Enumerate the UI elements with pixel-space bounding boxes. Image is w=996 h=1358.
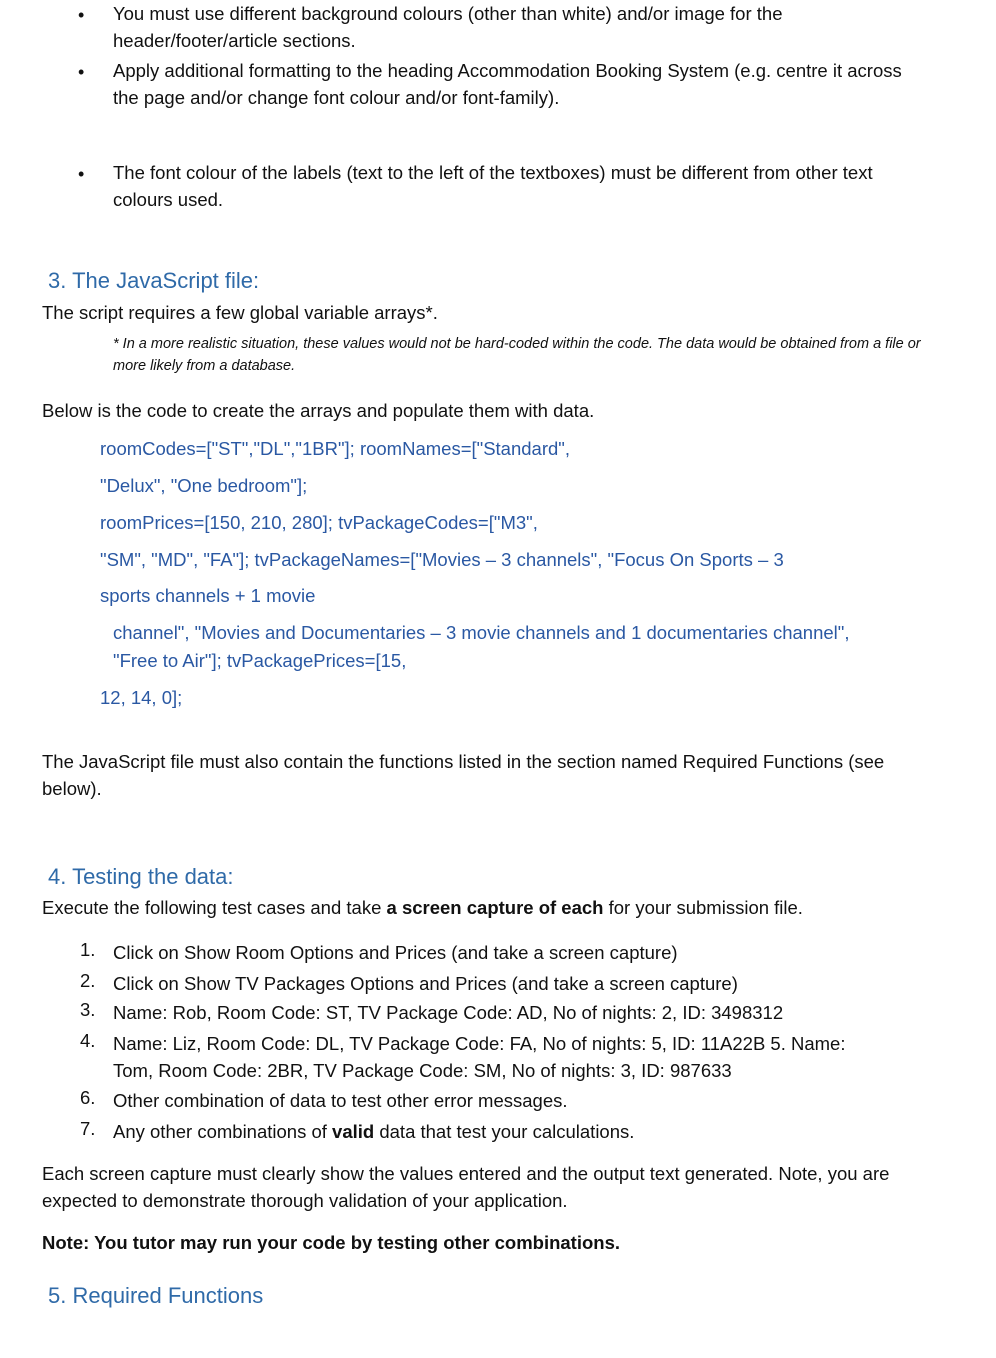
bullet-icon: • (78, 5, 85, 25)
code-line: channel", "Movies and Documentaries – 3 movie channels and 1 documentaries channel", (113, 622, 850, 643)
code-line: 12, 14, 0]; (100, 687, 183, 708)
bullet-text: You must use different background colours (other than white) and/or image for the header/footer/article sections. (113, 3, 783, 51)
list-item: Any other combinations of valid data that test your calculations. (113, 1121, 635, 1142)
section-intro: Execute the following test cases and take a screen capture of each for your submission file. (42, 897, 803, 918)
list-number: 3. (80, 999, 96, 1020)
list-number: 7. (80, 1118, 96, 1139)
list-number: 1. (80, 939, 96, 960)
code-line: sports channels + 1 movie (100, 585, 316, 606)
code-line: "Delux", "One bedroom"]; (100, 475, 308, 496)
paragraph: Each screen capture must clearly show the values entered and the output text generated. Note, you are expected to demonstrate thorough validation of your application. (42, 1163, 890, 1211)
section-heading: 4. Testing the data: (48, 864, 234, 889)
paragraph: The JavaScript file must also contain the functions listed in the section named Required Functions (see below). (42, 751, 885, 799)
bullet-text: The font colour of the labels (text to the left of the textboxes) must be different from other text colours used. (113, 162, 873, 210)
list-item: Name: Liz, Room Code: DL, TV Package Code: FA, No of nights: 5, ID: 11A22B 5. Name: Tom, Room Code: 2BR, TV Package Code: SM, No of nights: 3, ID: 987633 (113, 1033, 846, 1081)
section-intro: The script requires a few global variable arrays*. (42, 302, 438, 323)
bullet-icon: • (78, 164, 85, 184)
code-line: "Free to Air"]; tvPackagePrices=[15, (113, 650, 407, 671)
bold-text: a screen capture of each (386, 897, 604, 918)
tutor-note: Note: You tutor may run your code by testing other combinations. (42, 1232, 620, 1253)
section-heading: 3. The JavaScript file: (48, 268, 260, 293)
list-item: Name: Rob, Room Code: ST, TV Package Code: AD, No of nights: 2, ID: 3498312 (113, 1002, 784, 1023)
section-heading: 5. Required Functions (48, 1283, 264, 1308)
list-item: Click on Show TV Packages Options and Prices (and take a screen capture) (113, 973, 738, 994)
bold-text: valid (332, 1121, 375, 1142)
list-number: 2. (80, 970, 96, 991)
bullet-text: Apply additional formatting to the heading Accommodation Booking System (e.g. centre it across the page and/or change font colour and/or font-family). (113, 60, 902, 108)
code-line: "SM", "MD", "FA"]; tvPackageNames=["Movies – 3 channels", "Focus On Sports – 3 (100, 549, 784, 570)
list-item: Click on Show Room Options and Prices (and take a screen capture) (113, 942, 678, 963)
list-number: 6. (80, 1087, 96, 1108)
list-item: Other combination of data to test other error messages. (113, 1090, 568, 1111)
bullet-icon: • (78, 62, 85, 82)
code-line: roomPrices=[150, 210, 280]; tvPackageCodes=["M3", (100, 512, 538, 533)
code-line: roomCodes=["ST","DL","1BR"]; roomNames=["Standard", (100, 438, 570, 459)
paragraph: Below is the code to create the arrays and populate them with data. (42, 400, 595, 421)
italic-note: * In a more realistic situation, these values would not be hard-coded within the code. The data would be obtained from a file or more likely from a database. (113, 336, 921, 374)
list-number: 4. (80, 1030, 96, 1051)
